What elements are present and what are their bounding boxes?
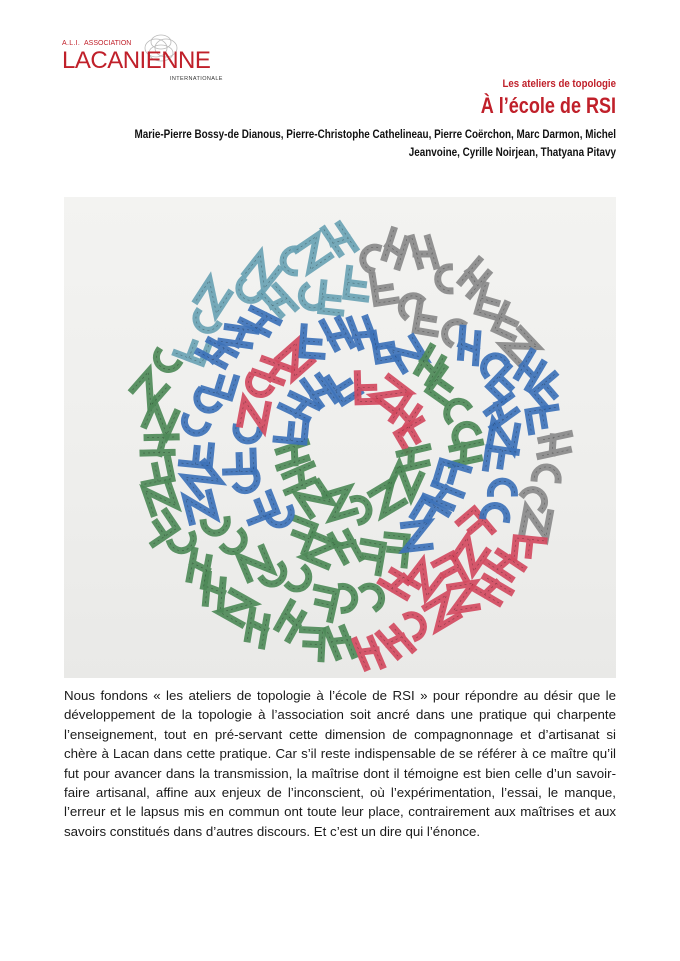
letter-strip [311, 588, 337, 620]
page-title: À l’école de RSI [480, 93, 616, 118]
letter-strip [240, 548, 271, 579]
letter-spiral-artwork [64, 197, 616, 678]
letter-strip [196, 280, 229, 313]
letter-strip [234, 427, 259, 442]
letter-strip [133, 372, 167, 406]
topology-artwork-photo [64, 197, 616, 678]
letter-strip [234, 280, 259, 306]
letter-strip [341, 585, 355, 610]
letter-strip [240, 610, 274, 646]
letter-strip [140, 459, 171, 484]
letter-strip [379, 624, 413, 660]
letter-strip [225, 451, 254, 472]
letter-strip [346, 269, 369, 299]
letter-strip [534, 466, 559, 480]
letter-strip [145, 483, 176, 514]
series-kicker: Les ateliers de topologie [502, 78, 616, 90]
letter-strip [143, 430, 176, 460]
letter-strip [372, 273, 396, 304]
letter-strip [283, 248, 296, 273]
letter-strip [371, 481, 404, 514]
letter-strip [203, 520, 228, 535]
ali-logo [62, 40, 232, 92]
letter-strip [528, 407, 559, 431]
letter-strip [321, 283, 344, 313]
letter-strip [483, 504, 509, 519]
letter-strip [533, 374, 567, 407]
logo-international: INTERNATIONALE [170, 76, 223, 82]
letter-strip [276, 419, 306, 442]
letter-strip [284, 465, 315, 492]
letter-strip [522, 509, 550, 537]
letter-strip [302, 327, 324, 356]
logo-association: ASSOCIATION [84, 40, 132, 47]
letter-strip [490, 481, 514, 493]
letter-strip [223, 532, 249, 557]
letter-strip [301, 630, 322, 659]
letter-strip [324, 222, 355, 256]
letter-strip [453, 328, 485, 363]
letter-strip [540, 432, 569, 458]
letter-strip [278, 442, 307, 467]
letter-strip [355, 638, 382, 669]
letter-strip [240, 400, 268, 428]
letter-strip [297, 286, 321, 312]
letter-strip [412, 238, 436, 266]
letter-strip [406, 611, 427, 638]
logo-name: LACANIENNE [62, 47, 211, 74]
letter-strip [360, 244, 378, 270]
letter-strip [486, 448, 517, 472]
letter-strip [437, 267, 450, 291]
letter-strip [181, 443, 211, 466]
letter-strip [514, 538, 544, 561]
letter-strip [272, 603, 309, 640]
letter-strip [484, 396, 518, 428]
letter-strip [288, 568, 313, 594]
authors-list: Marie-Pierre Bossy-de Dianous, Pierre-Christophe Cathelineau, Pierre Coërchon, Marc Darmon, Michel Jeanvoine, Cyrille Noirjean, Thatyana Pitavy [134, 129, 617, 159]
letter-strip [327, 627, 354, 657]
letter-strip [254, 353, 291, 389]
letter-strip [451, 420, 478, 441]
letter-strip [181, 417, 208, 437]
letter-strip [278, 343, 312, 377]
letter-strip [203, 370, 236, 397]
logo-ali: A.L.I. [62, 40, 81, 47]
letter-strip [415, 303, 439, 334]
letter-strip [297, 236, 330, 269]
body-paragraph: Nous fondons « les ateliers de topologie à l’école de RSI » pour répondre au désir que le développement de la topologie à l’association soit ancré dans une pratique qui charpente l’enseignement, tout en pré-servant cette dimension de compagnonnage et d’artisanat si chère à Lacan dans cette pratique. Car s’il reste indispensable de se référer à ce maître qu’il fut pour avancer dans la transmission, la maîtrise dont il témoigne est bien celle d’un savoir-faire artisanal, affine aux enjeux de l’inconscient, où l’expérimentation, l’essai, le manque, l’erreur et le lapsus mis en commun ont toute leur place, contrairement aux maîtrises et aux savoirs constitués dans d’autres discours. Et c’est un dire qui l’énonce. [64, 688, 616, 839]
letter-strip [450, 583, 477, 610]
